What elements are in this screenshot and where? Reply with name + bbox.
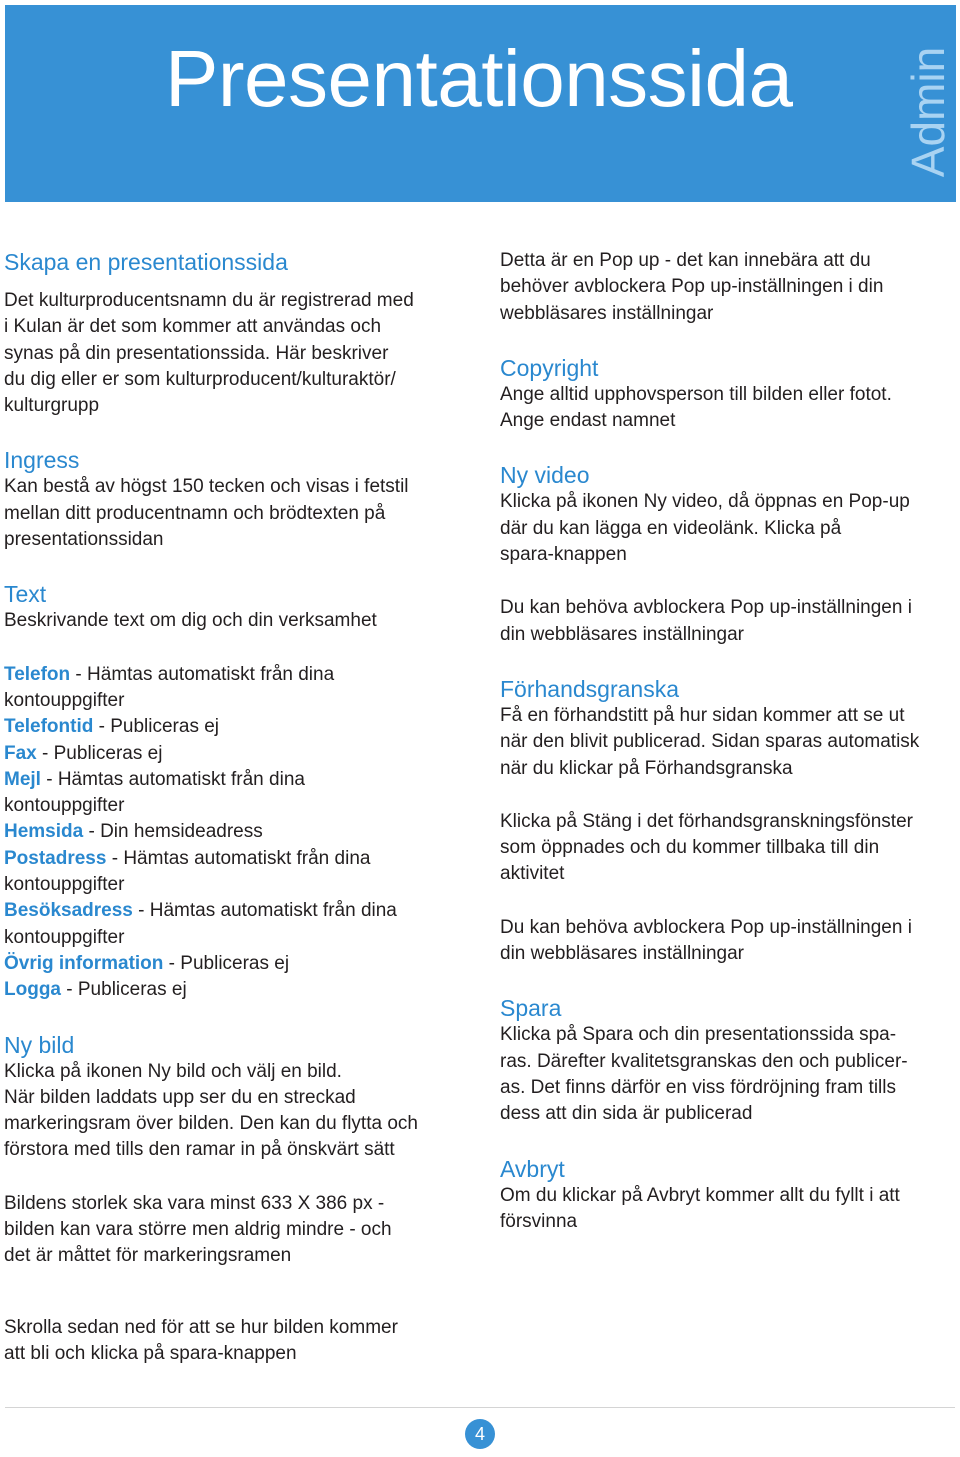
field-mejl <box>4 767 474 820</box>
intro-body: Det kulturproducentsnamn du är registrerad med i Kulan är det som kommer att användas och synas på din presentationssida. Här beskriver du dig eller er som kulturproducent/kulturaktör/ kulturgrupp <box>4 290 414 417</box>
ny-bild-size-note <box>4 1191 474 1270</box>
field-label: Besöksadress <box>4 900 133 922</box>
text-body: Beskrivande text om dig och din verksamhet <box>4 610 377 632</box>
forhandsgranska-popup-note <box>500 915 960 968</box>
ingress-body: Kan bestå av högst 150 tecken och visas i fetstil mellan ditt producentnamn och brödtexten på presentationssidan <box>4 476 409 551</box>
field-fax <box>4 741 474 767</box>
forhandsgranska-heading: Förhandsgranska <box>500 675 679 702</box>
field-telefon <box>4 662 474 715</box>
ny-bild-body: Klicka på ikonen Ny bild och välj en bild. När bilden laddats upp ser du en streckad markeringsram över bilden. Den kan du flytta och förstora med tills den ramar in på önskvärt sätt <box>4 1060 418 1161</box>
ny-video-heading: Ny video <box>500 462 590 489</box>
intro-section <box>4 248 474 419</box>
spara-heading: Spara <box>500 995 562 1022</box>
popup-note-section <box>500 248 960 327</box>
field-desc: - Publiceras ej <box>61 979 187 1001</box>
avbryt-section <box>500 1155 960 1236</box>
ny-video-note <box>500 595 960 648</box>
ny-video-section <box>500 461 960 568</box>
right-column <box>500 248 960 1235</box>
footer-divider <box>5 1407 955 1408</box>
field-desc: - Hämtas automatiskt från dina kontouppgifter <box>4 900 397 948</box>
field-label: Fax <box>4 742 37 764</box>
field-label: Telefon <box>4 663 71 685</box>
forhandsgranska-close-note <box>500 809 960 888</box>
field-desc: - Hämtas automatiskt från dina kontouppgifter <box>4 663 335 711</box>
forhandsgranska-body: Få en förhandstitt på hur sidan kommer att se ut när den blivit publicerad. Sidan sparas automatisk när du klickar på Förhandsgranska <box>500 704 920 779</box>
page-number-badge: 4 <box>465 1419 495 1449</box>
field-desc: - Hämtas automatiskt från dina kontouppgifter <box>4 768 305 817</box>
ingress-section <box>4 446 474 553</box>
field-label: Hemsida <box>4 821 84 843</box>
scroll-note: Skrolla sedan ned för att se hur bilden kommer att bli och klicka på spara-knappen <box>4 1317 398 1365</box>
field-desc: - Publiceras ej <box>93 716 220 738</box>
field-label: Postadress <box>4 847 107 869</box>
ingress-heading: Ingress <box>4 447 80 474</box>
forhandsgranska-body2: Klicka på Stäng i det förhandsgranskningsfönster som öppnades och du kommer tillbaka till din aktivitet <box>500 810 913 885</box>
intro-heading: Skapa en presentationssida <box>4 249 288 275</box>
field-postadress <box>4 846 474 899</box>
avbryt-heading: Avbryt <box>500 1155 565 1182</box>
ny-video-body: Klicka på ikonen Ny video, då öppnas en Pop-up där du kan lägga en videolänk. Klicka på spara-knappen <box>500 491 910 566</box>
ny-bild-section <box>4 1031 474 1164</box>
field-besoksadress <box>4 898 474 951</box>
copyright-heading: Copyright <box>500 354 599 381</box>
spara-section <box>500 994 960 1127</box>
field-label: Mejl <box>4 768 41 790</box>
ny-bild-body2: Bildens storlek ska vara minst 633 X 386 px - bilden kan vara större men aldrig mindre - och det är måttet för markeringsramen <box>4 1192 392 1267</box>
left-column <box>4 248 474 1270</box>
copyright-body: Ange alltid upphovsperson till bilden eller fotot. Ange endast namnet <box>500 383 892 432</box>
avbryt-body: Om du klickar på Avbryt kommer allt du fyllt i att försvinna <box>500 1184 900 1232</box>
spara-body: Klicka på Spara och din presentationssida spa- ras. Därefter kvalitetsgranskas den och publicer- as. Det finns därför en viss fördröjning fram tills dess att din sida är publicerad <box>500 1024 908 1125</box>
field-label: Övrig information <box>4 952 164 974</box>
header-banner <box>5 5 956 202</box>
forhandsgranska-section <box>500 675 960 782</box>
ny-video-body2: Du kan behöva avblockera Pop up-inställningen i din webbläsares inställningar <box>500 597 912 645</box>
contact-fields <box>4 662 474 1004</box>
popup-note: Detta är en Pop up - det kan innebära att du behöver avblockera Pop up-inställningen i din webbläsares inställningar <box>500 250 884 324</box>
field-telefontid <box>4 714 474 740</box>
page-title: Presentationssida <box>165 34 793 123</box>
field-desc: - Hämtas automatiskt från dina kontouppgifter <box>4 847 371 896</box>
field-hemsida <box>4 819 474 845</box>
ny-bild-heading: Ny bild <box>4 1031 75 1058</box>
field-logga <box>4 977 474 1003</box>
field-label: Telefontid <box>4 716 94 738</box>
copyright-section <box>500 354 960 435</box>
forhandsgranska-body3: Du kan behöva avblockera Pop up-inställningen i din webbläsares inställningar <box>500 916 912 965</box>
field-desc: - Publiceras ej <box>163 952 290 974</box>
field-ovrig-information <box>4 951 474 977</box>
field-label: Logga <box>4 979 61 1001</box>
text-heading: Text <box>4 581 47 608</box>
text-section <box>4 580 474 634</box>
section-label-admin: Admin <box>902 46 954 178</box>
field-desc: - Din hemsideadress <box>83 821 263 843</box>
field-desc: - Publiceras ej <box>36 742 163 764</box>
